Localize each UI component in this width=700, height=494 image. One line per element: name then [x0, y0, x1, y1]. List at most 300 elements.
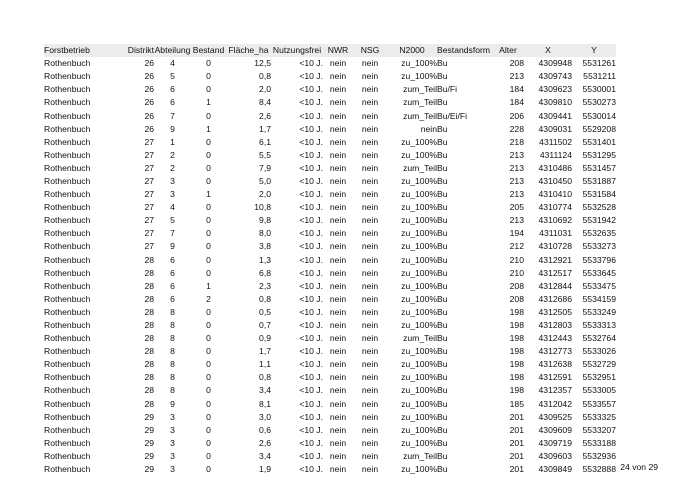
- table-cell: Bu: [437, 215, 448, 226]
- table-cell: 29: [144, 437, 154, 448]
- data-table: [44, 44, 616, 476]
- table-cell: 5533645: [582, 267, 616, 278]
- table-cell: 0,7: [259, 320, 271, 331]
- table-cell: 213: [509, 175, 524, 186]
- table-cell: zu_100%: [401, 464, 437, 475]
- table-cell: 26: [144, 58, 154, 69]
- column-header: Bestandsform: [437, 44, 492, 57]
- table-cell: <10 J.: [299, 398, 323, 409]
- table-cell: Bu: [437, 293, 448, 304]
- column-header: NSG: [353, 44, 387, 57]
- column-header: Alter: [492, 44, 524, 57]
- table-cell: Rothenbuch: [44, 424, 91, 435]
- table-cell: Rothenbuch: [44, 385, 91, 396]
- table-cell: 3: [170, 175, 175, 186]
- table-cell: <10 J.: [299, 320, 323, 331]
- table-cell: 213: [509, 162, 524, 173]
- table-cell: 27: [144, 228, 154, 239]
- table-cell: Bu: [437, 267, 448, 278]
- table-cell: nein: [329, 175, 347, 186]
- table-cell: 8: [170, 346, 175, 357]
- table-cell: Rothenbuch: [44, 175, 91, 186]
- table-cell: 9,8: [259, 215, 271, 226]
- table-cell: 0: [206, 424, 211, 435]
- table-cell: 4311031: [539, 228, 572, 239]
- table-cell: 212: [509, 241, 524, 252]
- table-cell: <10 J.: [299, 162, 323, 173]
- table-cell: nein: [361, 175, 379, 186]
- table-row: [44, 83, 616, 96]
- table-cell: 4309609: [538, 424, 572, 435]
- table-cell: 198: [509, 333, 524, 344]
- table-cell: 27: [144, 189, 154, 200]
- table-cell: 5532528: [582, 202, 616, 213]
- table-row: [44, 96, 616, 109]
- table-cell: 1,7: [259, 346, 271, 357]
- table-cell: nein: [329, 293, 347, 304]
- table-cell: 27: [144, 241, 154, 252]
- table-cell: Bu: [437, 398, 448, 409]
- page-number: 24 von 29: [620, 462, 658, 472]
- table-cell: Rothenbuch: [44, 280, 91, 291]
- table-cell: zu_100%: [401, 437, 437, 448]
- table-cell: 1: [170, 136, 175, 147]
- table-cell: nein: [329, 84, 347, 95]
- table-cell: 0,8: [259, 372, 271, 383]
- table-cell: 2: [170, 162, 175, 173]
- table-cell: 208: [509, 280, 524, 291]
- table-cell: <10 J.: [299, 110, 323, 121]
- table-cell: <10 J.: [299, 97, 323, 108]
- table-cell: <10 J.: [299, 136, 323, 147]
- table-cell: nein: [329, 123, 347, 134]
- table-cell: Bu: [437, 241, 448, 252]
- table-cell: 29: [144, 411, 154, 422]
- table-cell: nein: [329, 280, 347, 291]
- table-cell: 8: [170, 372, 175, 383]
- table-cell: <10 J.: [299, 58, 323, 69]
- table-cell: 5533005: [582, 385, 616, 396]
- table-cell: 198: [509, 306, 524, 317]
- table-cell: 3: [170, 450, 175, 461]
- table-cell: <10 J.: [299, 372, 323, 383]
- table-cell: Bu: [437, 254, 448, 265]
- table-cell: Bu: [437, 280, 448, 291]
- table-cell: 2,3: [259, 280, 271, 291]
- table-cell: 0: [206, 58, 211, 69]
- table-cell: 0: [206, 136, 211, 147]
- table-cell: nein: [361, 359, 379, 370]
- table-row: [44, 136, 616, 149]
- table-cell: 0: [206, 228, 211, 239]
- table-cell: nein: [361, 411, 379, 422]
- table-cell: zu_100%: [401, 306, 437, 317]
- table-cell: 5531401: [582, 136, 616, 147]
- table-cell: 218: [509, 136, 524, 147]
- table-cell: 0,5: [259, 306, 271, 317]
- table-cell: 2,0: [259, 189, 271, 200]
- table-cell: 28: [144, 254, 154, 265]
- table-cell: 4312357: [538, 385, 572, 396]
- table-cell: <10 J.: [299, 149, 323, 160]
- table-cell: nein: [329, 450, 347, 461]
- table-cell: Bu: [437, 411, 448, 422]
- column-header: Forstbetrieb: [44, 44, 122, 57]
- table-row: [44, 240, 616, 253]
- table-cell: Bu: [437, 306, 448, 317]
- table-cell: 4312443: [538, 333, 572, 344]
- table-cell: zu_100%: [401, 372, 437, 383]
- table-cell: Bu: [437, 149, 448, 160]
- table-cell: 1: [206, 280, 211, 291]
- table-cell: 5531584: [582, 189, 616, 200]
- table-cell: nein: [361, 398, 379, 409]
- table-cell: 8,1: [259, 398, 271, 409]
- table-cell: Bu: [437, 58, 448, 69]
- table-cell: 198: [509, 385, 524, 396]
- table-cell: nein: [361, 149, 379, 160]
- table-cell: nein: [361, 464, 379, 475]
- table-cell: <10 J.: [299, 123, 323, 134]
- table-cell: Bu: [437, 385, 448, 396]
- table-cell: 2: [206, 293, 211, 304]
- table-cell: 3,4: [259, 450, 271, 461]
- table-cell: 5533249: [582, 306, 616, 317]
- table-cell: 0: [206, 450, 211, 461]
- table-cell: zu_100%: [401, 58, 437, 69]
- table-cell: nein: [329, 71, 347, 82]
- table-cell: Bu: [437, 372, 448, 383]
- table-body: [44, 57, 616, 476]
- table-cell: 3: [170, 424, 175, 435]
- table-cell: 4309603: [538, 450, 572, 461]
- table-cell: <10 J.: [299, 385, 323, 396]
- table-cell: 26: [144, 97, 154, 108]
- table-cell: nein: [329, 228, 347, 239]
- table-cell: nein: [361, 162, 379, 173]
- table-cell: 194: [509, 228, 524, 239]
- table-cell: zu_100%: [401, 71, 437, 82]
- table-cell: Rothenbuch: [44, 71, 91, 82]
- table-cell: <10 J.: [299, 450, 323, 461]
- table-row: [44, 345, 616, 358]
- table-cell: 4312591: [538, 372, 572, 383]
- table-cell: nein: [361, 58, 379, 69]
- table-cell: Rothenbuch: [44, 411, 91, 422]
- table-cell: 5530014: [582, 110, 616, 121]
- table-cell: nein: [329, 215, 347, 226]
- table-cell: 5530273: [582, 97, 616, 108]
- table-cell: zu_100%: [401, 385, 437, 396]
- table-cell: 7,9: [259, 162, 271, 173]
- table-cell: 4312042: [538, 398, 572, 409]
- table-cell: 213: [509, 71, 524, 82]
- table-cell: Rothenbuch: [44, 320, 91, 331]
- table-cell: 5,0: [259, 175, 271, 186]
- table-cell: 28: [144, 398, 154, 409]
- table-cell: 4309810: [538, 97, 572, 108]
- table-cell: 5532729: [582, 359, 616, 370]
- table-cell: nein: [329, 424, 347, 435]
- table-cell: nein: [329, 58, 347, 69]
- table-row: [44, 149, 616, 162]
- table-cell: 5530001: [582, 84, 616, 95]
- table-cell: nein: [361, 84, 379, 95]
- table-row: [44, 398, 616, 411]
- table-cell: nein: [329, 149, 347, 160]
- table-cell: 2,6: [259, 110, 271, 121]
- table-cell: 6: [170, 254, 175, 265]
- table-cell: <10 J.: [299, 411, 323, 422]
- table-cell: nein: [329, 437, 347, 448]
- table-cell: zum_Teil: [403, 97, 437, 108]
- table-cell: nein: [361, 215, 379, 226]
- table-cell: Rothenbuch: [44, 149, 91, 160]
- table-cell: <10 J.: [299, 306, 323, 317]
- table-row: [44, 214, 616, 227]
- table-cell: 1: [206, 123, 211, 134]
- table-cell: nein: [329, 97, 347, 108]
- table-cell: 0,9: [259, 333, 271, 344]
- table-cell: 0: [206, 464, 211, 475]
- table-cell: 9: [170, 398, 175, 409]
- table-cell: 4309948: [538, 58, 572, 69]
- table-cell: nein: [361, 110, 379, 121]
- table-cell: zu_100%: [401, 215, 437, 226]
- table-cell: <10 J.: [299, 228, 323, 239]
- table-cell: nein: [329, 254, 347, 265]
- table-cell: Bu: [437, 320, 448, 331]
- table-cell: nein: [361, 241, 379, 252]
- table-cell: 0: [206, 385, 211, 396]
- table-cell: 5531295: [582, 149, 616, 160]
- table-cell: nein: [329, 306, 347, 317]
- table-cell: zu_100%: [401, 398, 437, 409]
- table-cell: Rothenbuch: [44, 346, 91, 357]
- table-cell: 26: [144, 110, 154, 121]
- table-cell: 210: [509, 254, 524, 265]
- table-cell: zu_100%: [401, 202, 437, 213]
- table-cell: 208: [509, 293, 524, 304]
- column-header: Y: [572, 44, 616, 57]
- column-header: Distrikt: [122, 44, 154, 57]
- table-cell: Rothenbuch: [44, 84, 91, 95]
- table-cell: Bu: [437, 437, 448, 448]
- table-cell: 213: [509, 149, 524, 160]
- table-header-row: [44, 44, 616, 57]
- table-cell: zu_100%: [401, 280, 437, 291]
- table-cell: 4312517: [538, 267, 572, 278]
- table-cell: 6,8: [259, 267, 271, 278]
- table-cell: 1,3: [259, 254, 271, 265]
- table-cell: Rothenbuch: [44, 215, 91, 226]
- table-cell: 5,5: [259, 149, 271, 160]
- table-cell: 0: [206, 320, 211, 331]
- table-cell: Rothenbuch: [44, 189, 91, 200]
- table-cell: Rothenbuch: [44, 123, 91, 134]
- table-cell: Bu: [437, 175, 448, 186]
- table-cell: zu_100%: [401, 189, 437, 200]
- table-cell: Rothenbuch: [44, 464, 91, 475]
- column-header: X: [524, 44, 572, 57]
- table-cell: zu_100%: [401, 293, 437, 304]
- table-cell: nein: [329, 267, 347, 278]
- table-row: [44, 267, 616, 280]
- table-cell: 5533325: [582, 411, 616, 422]
- table-cell: 3: [170, 464, 175, 475]
- table-cell: <10 J.: [299, 333, 323, 344]
- table-cell: 28: [144, 320, 154, 331]
- table-cell: 8: [170, 385, 175, 396]
- table-cell: 5533475: [582, 280, 616, 291]
- column-header: Abteilung: [154, 44, 191, 57]
- table-row: [44, 411, 616, 424]
- table-cell: 4310774: [538, 202, 572, 213]
- table-cell: <10 J.: [299, 175, 323, 186]
- table-cell: Bu: [437, 333, 448, 344]
- table-cell: nein: [329, 385, 347, 396]
- table-cell: 5533207: [582, 424, 616, 435]
- table-cell: Rothenbuch: [44, 293, 91, 304]
- table-cell: <10 J.: [299, 84, 323, 95]
- table-cell: 28: [144, 293, 154, 304]
- table-cell: <10 J.: [299, 189, 323, 200]
- table-cell: nein: [361, 372, 379, 383]
- table-cell: 4309719: [538, 437, 572, 448]
- table-cell: 4309743: [538, 71, 572, 82]
- table-cell: 213: [509, 189, 524, 200]
- table-cell: 4312803: [538, 320, 572, 331]
- table-cell: nein: [361, 333, 379, 344]
- table-cell: 5532635: [582, 228, 616, 239]
- table-cell: 5531457: [582, 162, 616, 173]
- table-cell: 3,4: [259, 385, 271, 396]
- table-cell: nein: [329, 136, 347, 147]
- table-cell: nein: [329, 189, 347, 200]
- column-header: Nutzungsfrei: [271, 44, 323, 57]
- table-cell: 29: [144, 424, 154, 435]
- table-cell: zum_Teil: [403, 84, 437, 95]
- table-cell: 0: [206, 437, 211, 448]
- table-cell: 1,1: [259, 359, 271, 370]
- table-cell: <10 J.: [299, 359, 323, 370]
- table-cell: 3,0: [259, 411, 271, 422]
- table-cell: 6: [170, 267, 175, 278]
- table-cell: Rothenbuch: [44, 333, 91, 344]
- table-cell: 1,9: [259, 464, 271, 475]
- table-cell: 208: [509, 58, 524, 69]
- table-row: [44, 162, 616, 175]
- table-cell: nein: [361, 189, 379, 200]
- table-row: [44, 70, 616, 83]
- table-cell: 28: [144, 346, 154, 357]
- table-cell: 3: [170, 411, 175, 422]
- table-cell: 5532764: [582, 333, 616, 344]
- table-cell: 6: [170, 84, 175, 95]
- table-cell: 0: [206, 398, 211, 409]
- table-cell: 198: [509, 346, 524, 357]
- table-cell: Rothenbuch: [44, 58, 91, 69]
- table-cell: Bu: [437, 123, 448, 134]
- table-cell: Rothenbuch: [44, 398, 91, 409]
- table-cell: 184: [509, 97, 524, 108]
- table-cell: <10 J.: [299, 267, 323, 278]
- table-cell: 0: [206, 346, 211, 357]
- column-header: Fläche_ha: [226, 44, 271, 57]
- table-cell: 1: [206, 189, 211, 200]
- table-cell: 27: [144, 149, 154, 160]
- table-cell: 1,7: [259, 123, 271, 134]
- table-cell: nein: [329, 333, 347, 344]
- table-row: [44, 57, 616, 70]
- table-cell: nein: [329, 359, 347, 370]
- table-cell: 210: [509, 267, 524, 278]
- table-cell: 5531261: [582, 58, 616, 69]
- table-cell: zu_100%: [401, 346, 437, 357]
- table-cell: Bu: [437, 97, 448, 108]
- table-cell: 201: [509, 464, 524, 475]
- table-cell: 6: [170, 293, 175, 304]
- table-cell: 2: [170, 149, 175, 160]
- table-cell: 9: [170, 241, 175, 252]
- table-cell: 8: [170, 320, 175, 331]
- table-cell: 5531211: [583, 71, 616, 82]
- table-row: [44, 175, 616, 188]
- table-cell: <10 J.: [299, 424, 323, 435]
- table-cell: zu_100%: [401, 228, 437, 239]
- table-cell: <10 J.: [299, 346, 323, 357]
- table-cell: 0,8: [259, 71, 271, 82]
- table-cell: 0: [206, 71, 211, 82]
- table-cell: Bu: [437, 346, 448, 357]
- table-cell: 2,0: [259, 84, 271, 95]
- table-cell: 7: [170, 110, 175, 121]
- table-cell: 5532951: [582, 372, 616, 383]
- table-cell: 228: [509, 123, 524, 134]
- table-cell: 8: [170, 333, 175, 344]
- table-cell: nein: [361, 267, 379, 278]
- table-cell: 4309849: [538, 464, 572, 475]
- table-cell: 5533026: [582, 346, 616, 357]
- table-cell: <10 J.: [299, 254, 323, 265]
- table-cell: nein: [361, 320, 379, 331]
- table-row: [44, 123, 616, 136]
- table-cell: zum_Teil: [403, 110, 437, 121]
- table-row: [44, 384, 616, 397]
- table-cell: 4312844: [538, 280, 572, 291]
- table-cell: 5532936: [582, 450, 616, 461]
- table-cell: zu_100%: [401, 359, 437, 370]
- table-cell: 201: [509, 437, 524, 448]
- column-header: N2000: [387, 44, 437, 57]
- table-cell: Bu: [437, 464, 448, 475]
- table-cell: 0,6: [259, 424, 271, 435]
- table-cell: nein: [329, 241, 347, 252]
- table-cell: 12,5: [254, 58, 271, 69]
- table-cell: nein: [329, 162, 347, 173]
- table-cell: 6,1: [259, 136, 271, 147]
- table-row: [44, 254, 616, 267]
- table-cell: zu_100%: [401, 136, 437, 147]
- table-cell: 0: [206, 241, 211, 252]
- table-cell: Rothenbuch: [44, 254, 91, 265]
- table-cell: 8: [170, 359, 175, 370]
- table-cell: 4309031: [538, 123, 572, 134]
- table-cell: 5532888: [582, 464, 616, 475]
- table-cell: 4309441: [538, 110, 572, 121]
- table-cell: nein: [361, 71, 379, 82]
- table-cell: 198: [509, 320, 524, 331]
